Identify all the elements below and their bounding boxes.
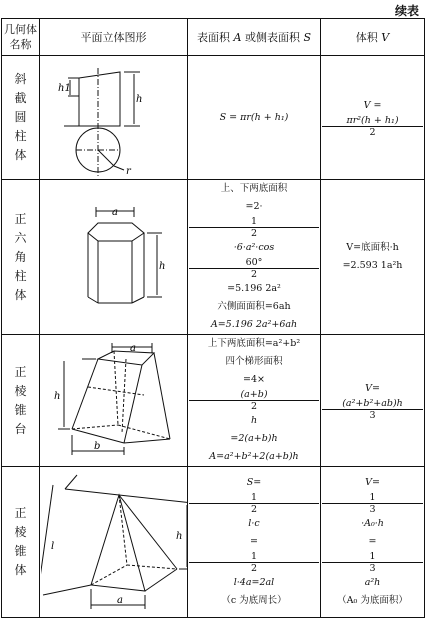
table-row [2,467,425,618]
header-figure: 平面立体图形 [40,19,188,56]
volume-cell: V = πr²(h + h₁) 2 [321,56,425,180]
label-h: h [53,390,60,402]
oblique-cylinder-diagram [44,58,184,178]
label-h: h [158,261,165,272]
label-l: l [50,541,54,552]
label-a: a [116,595,123,606]
label-b: b [93,440,100,452]
header-volume: 体积 V [321,19,425,56]
figure-cell [40,467,188,618]
volume-cell: V= 1 3 ·A₀·h = 1 3 a²h （A₀ 为底面积） [321,467,425,618]
area-cell: S = πr(h + h₁) [188,56,321,180]
volume-cell: V= (a²+b²+ab)h 3 [321,335,425,467]
figure-cell [40,180,188,335]
table-row [2,56,425,180]
label-r: r [125,165,131,177]
hexagonal-prism-diagram [44,199,184,315]
row-name: 斜 截 圆 柱 体 [2,56,40,180]
table-row [2,180,425,335]
row-name: 正 棱 锥 体 [2,467,40,618]
volume-cell: V=底面积·h =2.593 1a²h [321,180,425,335]
continued-label: 续表 [394,4,419,18]
area-cell: 上下两底面积=a²+b² 四个梯形面积 =4× (a+b) 2 h =2(a+b)h A=a²+b²+2(a+b)h [188,335,321,467]
pyramid-diagram [41,469,187,615]
label-a: a [129,342,136,354]
table-row [2,335,425,467]
frustum-diagram [44,343,184,459]
figure-cell [40,335,188,467]
label-h1: h1 [57,82,71,94]
header-name: 几何体 名称 [2,19,40,56]
header-row [2,19,425,56]
label-a: a [111,207,118,218]
label-h: h [135,93,142,105]
geometry-table [1,18,425,618]
area-cell: 上、下两底面积 =2· 1 2 ·6·a²·cos 60° 2 =5.196 2a² 六侧面面积=6ah A=5.196 2a²+6ah [188,180,321,335]
header-area: 表面积 A 或侧表面积 S [188,19,321,56]
figure-cell [40,56,188,180]
area-cell: S= 1 2 l·c = 1 2 l·4a=2al （c 为底周长） [188,467,321,618]
row-name: 正 六 角 柱 体 [2,180,40,335]
row-name: 正 棱 锥 台 [2,335,40,467]
label-h: h [175,531,182,542]
